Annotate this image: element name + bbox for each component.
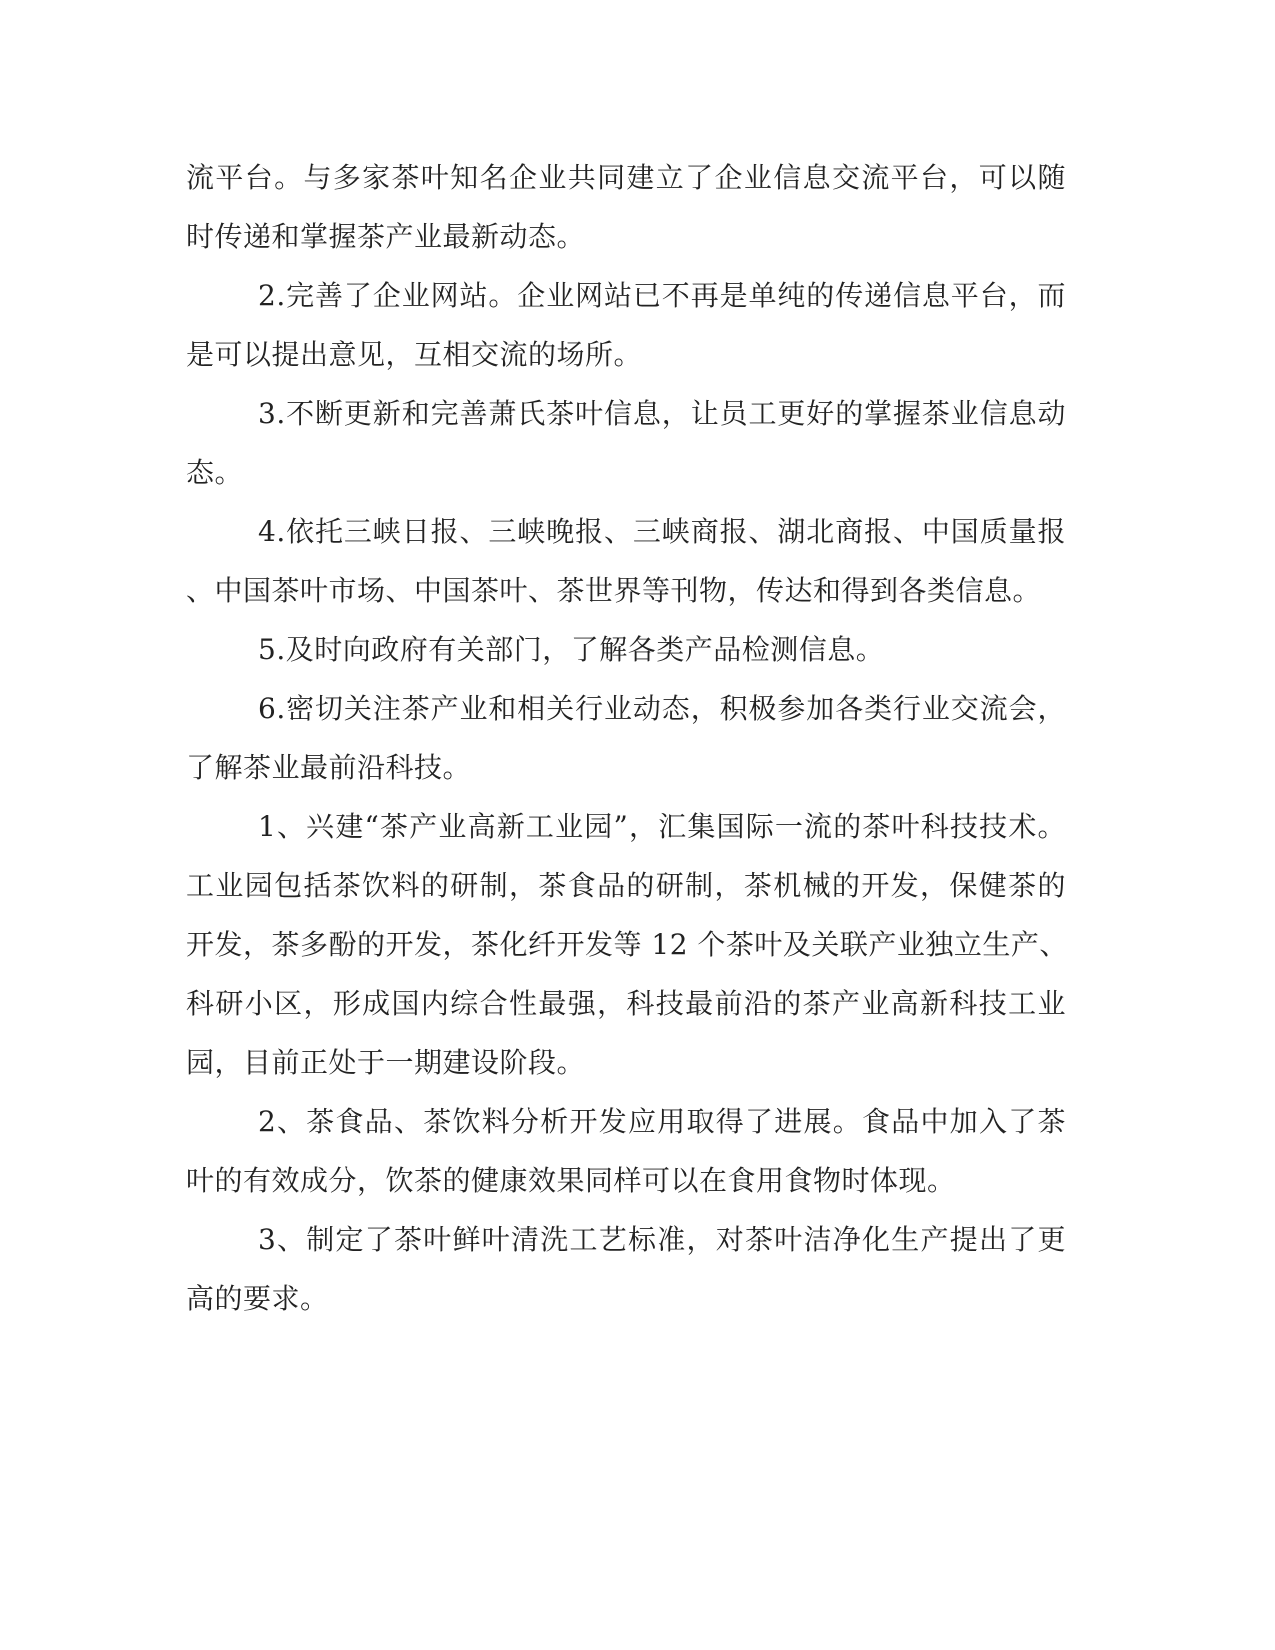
text-line: 3、制定了茶叶鲜叶清洗工艺标准，对茶叶洁净化生产提出了更: [258, 1223, 1066, 1256]
text-line: 高的要求。: [186, 1282, 329, 1315]
text-line: 了解茶业最前沿科技。: [186, 751, 472, 784]
text-line: 6.密切关注茶产业和相关行业动态，积极参加各类行业交流会，: [258, 692, 1066, 725]
document-body: [186, 148, 1066, 1328]
text-line: 态。: [186, 456, 244, 489]
text-line: 5.及时向政府有关部门，了解各类产品检测信息。: [258, 633, 885, 666]
text-line: 2、茶食品、茶饮料分析开发应用取得了进展。食品中加入了茶: [258, 1105, 1066, 1138]
text-line: 时传递和掌握茶产业最新动态。: [186, 220, 586, 253]
text-line: 是可以提出意见，互相交流的场所。: [186, 338, 643, 371]
text-line: 、中国茶叶市场、中国茶叶、茶世界等刊物，传达和得到各类信息。: [186, 574, 1042, 607]
text-line: 1、兴建“茶产业高新工业园”，汇集国际一流的茶叶科技技术。: [258, 810, 1066, 843]
text-line: 工业园包括茶饮料的研制，茶食品的研制，茶机械的开发，保健茶的: [186, 869, 1066, 902]
text-line: 叶的有效成分，饮茶的健康效果同样可以在食用食物时体现。: [186, 1164, 956, 1197]
text-line: 流平台。与多家茶叶知名企业共同建立了企业信息交流平台，可以随: [186, 161, 1066, 194]
text-line: 3.不断更新和完善萧氏茶叶信息，让员工更好的掌握茶业信息动: [258, 397, 1066, 430]
text-line: 2.完善了企业网站。企业网站已不再是单纯的传递信息平台，而: [258, 279, 1066, 312]
text-line: 开发，茶多酚的开发，茶化纤开发等 12 个茶叶及关联产业独立生产、: [186, 928, 1068, 961]
text-line: 4.依托三峡日报、三峡晚报、三峡商报、湖北商报、中国质量报: [258, 515, 1066, 548]
text-line: 园，目前正处于一期建设阶段。: [186, 1046, 586, 1079]
text-line: 科研小区，形成国内综合性最强，科技最前沿的茶产业高新科技工业: [186, 987, 1066, 1020]
